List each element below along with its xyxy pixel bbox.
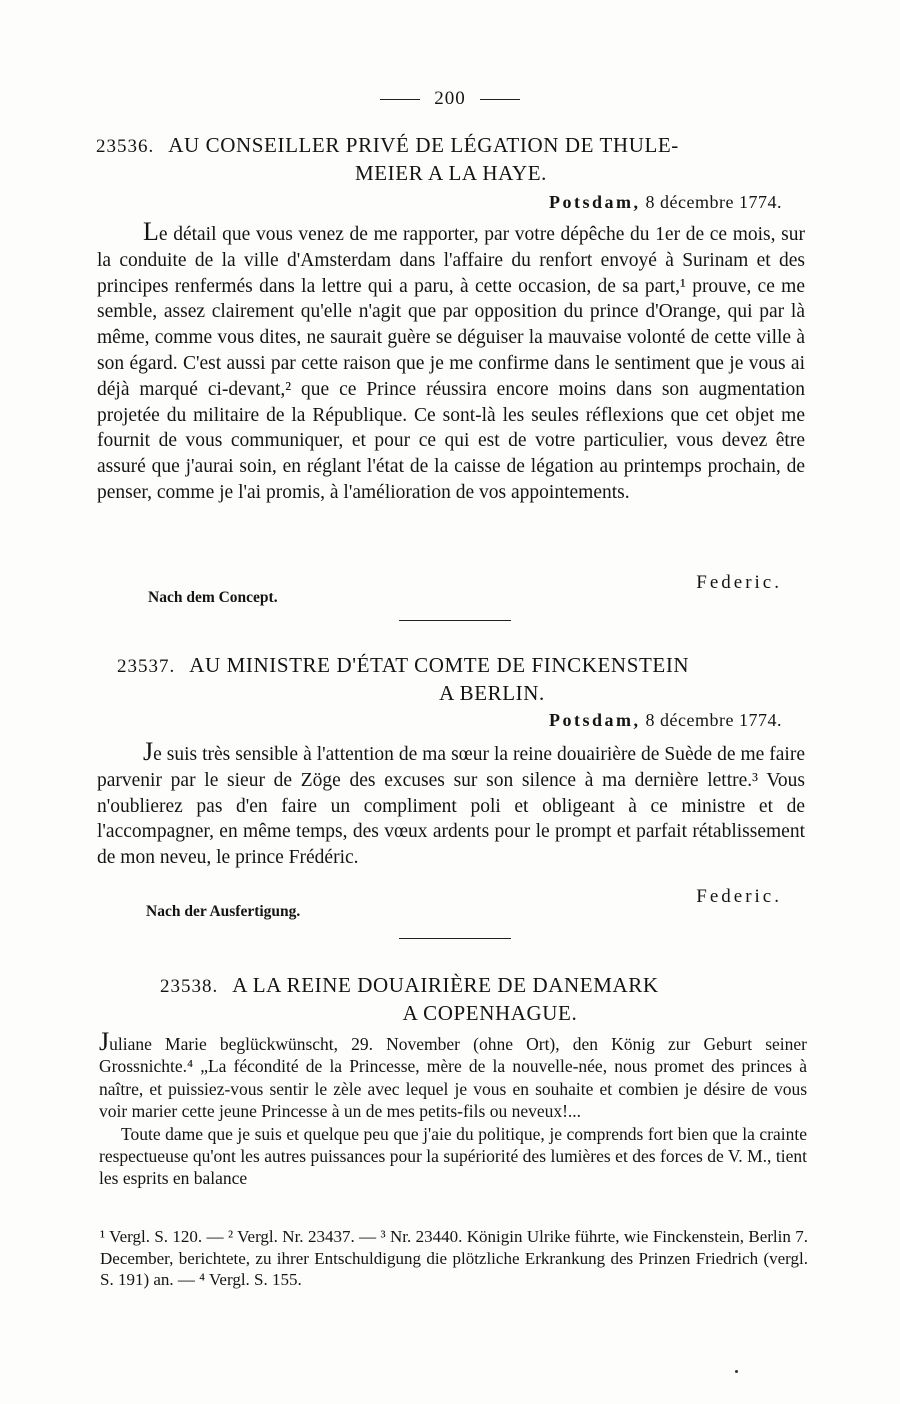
page-number-dash-left [380,99,420,100]
letter-title-line1: AU CONSEILLER PRIVÉ DE LÉGATION DE THULE- [168,133,679,157]
page-number [0,88,900,110]
letter-title-line2: A COPENHAGUE. [402,1001,578,1025]
letter-heading [96,132,806,186]
source-note: Nach dem Concept. [148,589,278,606]
page-number-text: 200 [434,88,466,109]
letter-body [99,1027,807,1190]
letter-number: 23538. [160,976,219,997]
letter-paragraph: Je suis très sensible à l'attention de ma sœur la reine douairière de Suède de me faire parvenir par le sieur de Zöge des excuses sur son silence à ma dernière lettre.³ Vous n'oublierez pas d'en faire un compliment poli et obligeant à ce ministre et de l'accompagner, en même temps, des vœux ardents pour le prompt et parfait rétablissement de mon neveu, le prince Frédéric. [97,737,805,869]
letter-number: 23537. [117,656,176,677]
footnotes: ¹ Vergl. S. 120. — ² Vergl. Nr. 23437. — ³ Nr. 23440. Königin Ulrike führte, wie Finckenstein, Berlin 7. December, berichtete, zu ihrer Entschuldigung die plötzliche Erkrankung des Prinzen Friedrich (vergl. S. 191) an. — ⁴ Vergl. S. 155. [100,1227,808,1290]
letter-paragraph: Toute dame que je suis et quelque peu que j'aie du politique, je comprends fort bien que la crainte respectueuse qu'ont les autres puissances pour la supériorité des lumières et des forces de V. M., tient les esprits en balance [99,1123,807,1189]
letter-dateline [549,710,782,731]
letter-title-line2: A BERLIN. [439,681,545,705]
letter-number: 23536. [96,136,155,157]
letter-signature: Federic. [696,572,782,593]
letter-signature: Federic. [696,886,782,907]
section-divider [399,938,511,939]
letter-body [97,739,805,871]
dateline-date: 8 décembre 1774. [645,192,782,212]
letter-heading [160,972,800,1026]
letter-title-line1: A LA REINE DOUAIRIÈRE DE DANEMARK [232,973,659,997]
dateline-place: Potsdam, [549,710,641,730]
dateline-date: 8 décembre 1774. [645,710,782,730]
source-note: Nach der Ausfertigung. [146,903,301,920]
dateline-place: Potsdam, [549,192,641,212]
letter-title-line2: MEIER A LA HAYE. [354,161,547,185]
letter-paragraph: Juliane Marie beglückwünscht, 29. November (ohne Ort), den König zur Geburt seiner Grossnichte.⁴ „La fécondité de la Princesse, mère de la nouvelle-née, nous promet des princes à naître, et puissiez-vous sentir le zèle avec lequel je vous en souhaite et combien je désire de vous voir marier cette jeune Princesse à un de mes petits-fils ou neveux!... [99,1027,807,1122]
letter-heading [117,652,807,706]
letter-paragraph: Le détail que vous venez de me rapporter, par votre dépêche du 1er de ce mois, sur la conduite de la ville d'Amsterdam dans l'affaire du renfort envoyé à Surinam et des principes renfermés dans la lettre qui a paru, à cette occasion, de sa part,¹ prouve, ce me semble, assez clairement qu'elle n'agit que par opposition du prince d'Orange, qui par là même, comme vous dites, ne saurait guère se déguiser la mauvaise volonté de cette ville à son égard. C'est aussi par cette raison que je me confirme dans le sentiment que je vous ai déjà marqué ci-devant,² que ce Prince réussira encore moins dans son augmentation projetée du militaire de la République. Ce sont-là les seules réflexions que cet objet me fournit de vous communiquer, et pour ce qui est de votre particulier, vous devez être assuré que j'aurai soin, en réglant l'état de la caisse de légation au printemps prochain, de penser, comme je l'ai promis, à l'amélioration de vos appointements. [97,217,805,503]
section-divider [399,620,511,621]
letter-body [97,219,805,506]
letter-title-line1: AU MINISTRE D'ÉTAT COMTE DE FINCKENSTEIN [189,653,690,677]
letter-dateline [549,192,782,213]
print-speck [735,1370,738,1373]
page-number-dash-right [480,99,520,100]
